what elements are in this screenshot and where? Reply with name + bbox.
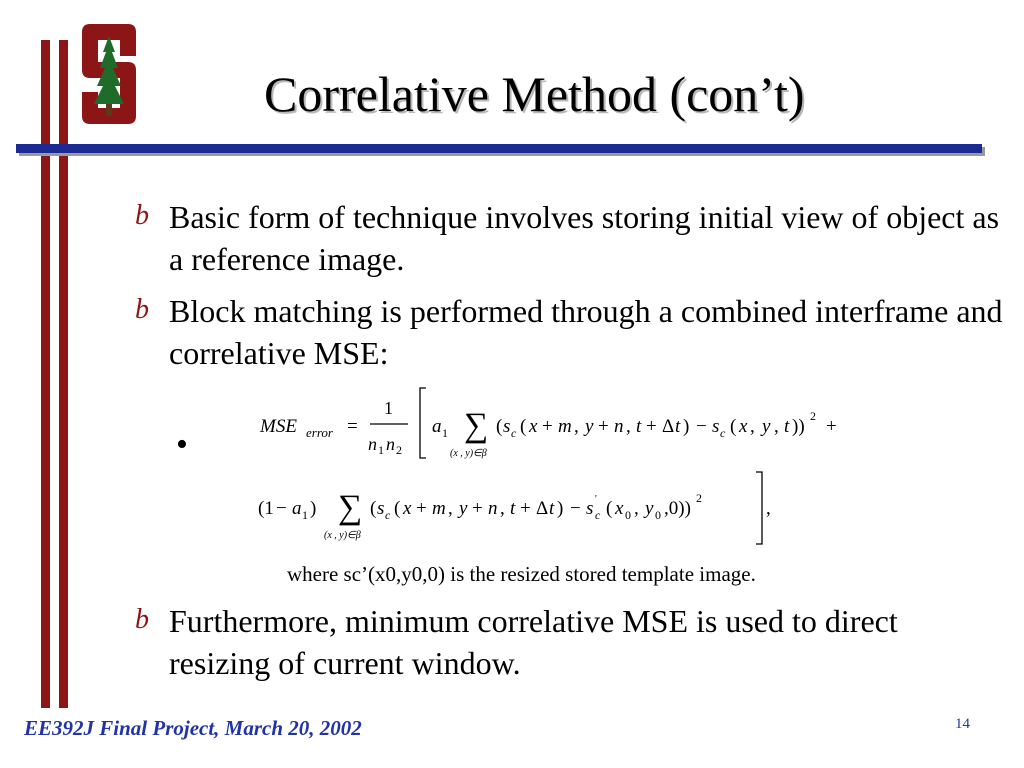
svg-text:y: y (459, 498, 468, 519)
svg-text:Δ: Δ (662, 416, 675, 437)
svg-text:(: ( (730, 416, 737, 437)
svg-text:): ) (310, 498, 317, 519)
svg-text:n: n (614, 416, 624, 437)
bullet-text: Block matching is performed through a combined interframe and correlative MSE: (169, 293, 1003, 371)
svg-text:,: , (626, 416, 631, 437)
svg-text:Δ: Δ (536, 498, 549, 519)
svg-text:n: n (386, 434, 395, 454)
svg-text:−: − (570, 498, 581, 519)
svg-text:2: 2 (810, 409, 816, 423)
mse-equation (250, 380, 890, 560)
svg-text:s: s (586, 498, 594, 519)
left-vertical-rule (41, 40, 50, 708)
bullet-text: Basic form of technique involves storing initial view of object as a reference image. (169, 199, 1000, 277)
svg-text:,: , (750, 416, 755, 437)
bullet-text: Furthermore, minimum correlative MSE is used to direct resizing of current window. (169, 603, 898, 681)
svg-text:a: a (432, 416, 442, 437)
svg-text:+: + (472, 498, 483, 519)
svg-text:(1: (1 (258, 498, 274, 519)
svg-text:y: y (762, 416, 771, 437)
bullet-glyph: b (135, 604, 149, 635)
svg-text:s: s (712, 416, 720, 437)
svg-text:2: 2 (396, 443, 402, 457)
svg-text:,: , (448, 498, 453, 519)
svg-text:m: m (558, 416, 572, 437)
svg-text:(: ( (496, 416, 503, 437)
svg-text:(x , y)∈β: (x , y)∈β (450, 448, 487, 459)
bullet-glyph-icon (133, 198, 157, 242)
svg-text:y: y (585, 416, 594, 437)
slide-title: Correlative Method (con’t) (264, 66, 805, 122)
footer-text: EE392J Final Project, March 20, 2002 (24, 716, 362, 740)
svg-text:1: 1 (384, 398, 393, 418)
svg-text:t: t (784, 416, 790, 437)
svg-text:−: − (276, 498, 287, 519)
svg-text:,: , (574, 416, 579, 437)
svg-text:t: t (510, 498, 516, 519)
svg-text:1: 1 (442, 426, 448, 440)
svg-text:2: 2 (696, 491, 702, 505)
svg-text:t: t (549, 498, 555, 519)
svg-text:∑: ∑ (338, 489, 363, 526)
page-number: 14 (955, 716, 970, 732)
svg-text:0: 0 (655, 508, 661, 522)
svg-text:n: n (368, 434, 377, 454)
svg-text:,: , (634, 498, 639, 519)
equation-note: where sc’(x0,y0,0) is the resized stored template image. (287, 562, 756, 586)
svg-text:': ' (595, 494, 597, 505)
left-vertical-rule (59, 40, 68, 708)
svg-text:t: t (636, 416, 642, 437)
bullet-glyph-icon (133, 602, 157, 646)
svg-text:MSE: MSE (260, 416, 297, 437)
svg-text:(: ( (370, 498, 377, 519)
svg-text:=: = (347, 416, 358, 437)
svg-text:s: s (377, 498, 385, 519)
svg-text:n: n (488, 498, 498, 519)
svg-text:): ) (683, 416, 690, 437)
svg-text:x: x (403, 498, 412, 519)
svg-text:1: 1 (302, 508, 308, 522)
svg-text:,: , (500, 498, 505, 519)
title-divider (16, 144, 982, 153)
sub-bullet-dot: • (176, 426, 188, 463)
svg-text:c: c (595, 508, 601, 522)
svg-text:c: c (385, 508, 391, 522)
svg-text:+: + (826, 416, 837, 437)
svg-text:error: error (306, 425, 333, 440)
svg-text:x: x (529, 416, 538, 437)
svg-text:(: ( (606, 498, 613, 519)
svg-text:t: t (675, 416, 681, 437)
svg-text:): ) (557, 498, 564, 519)
svg-text:+: + (416, 498, 427, 519)
svg-text:+: + (598, 416, 609, 437)
svg-text:(: ( (520, 416, 527, 437)
svg-text:c: c (720, 426, 726, 440)
svg-text:x: x (739, 416, 748, 437)
svg-text:y: y (645, 498, 654, 519)
svg-text:+: + (520, 498, 531, 519)
svg-text:,: , (774, 416, 779, 437)
svg-text:x: x (615, 498, 624, 519)
bullet-glyph: b (135, 200, 149, 231)
svg-text:m: m (432, 498, 446, 519)
svg-text:c: c (511, 426, 517, 440)
svg-text:∑: ∑ (464, 407, 489, 444)
svg-text:(: ( (394, 498, 401, 519)
bullet-glyph-icon (133, 292, 157, 336)
svg-text:+: + (646, 416, 657, 437)
svg-text:−: − (696, 416, 707, 437)
svg-text:1: 1 (378, 443, 384, 457)
bullet-glyph: b (135, 294, 149, 325)
svg-text:a: a (292, 498, 302, 519)
svg-text:0: 0 (625, 508, 631, 522)
svg-text:+: + (542, 416, 553, 437)
svg-text:,0)): ,0)) (664, 498, 691, 519)
svg-text:,: , (766, 498, 771, 519)
stanford-logo-icon (76, 22, 142, 126)
svg-text:s: s (503, 416, 511, 437)
svg-text:(x , y)∈β: (x , y)∈β (324, 530, 361, 541)
svg-text:)): )) (792, 416, 805, 437)
